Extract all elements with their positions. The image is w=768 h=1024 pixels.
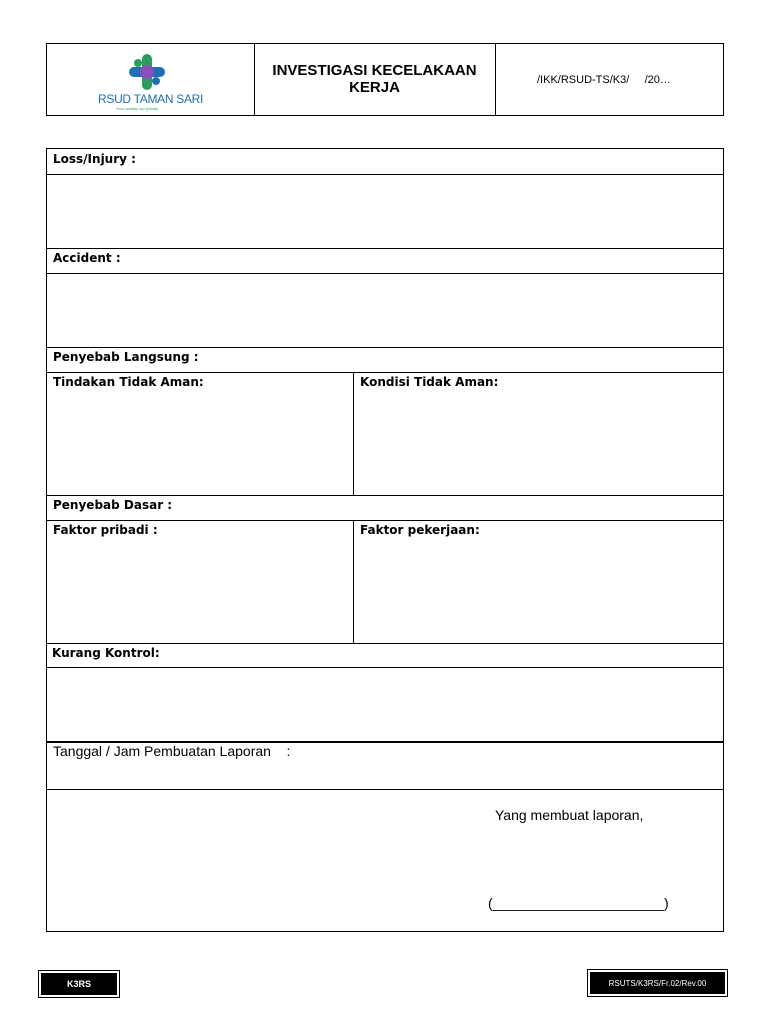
accident-field[interactable] bbox=[47, 274, 723, 347]
hospital-logo-icon bbox=[90, 52, 210, 92]
header-divider-1 bbox=[254, 43, 255, 116]
column-line bbox=[353, 520, 354, 644]
row-line bbox=[46, 789, 724, 790]
faktor-pribadi-field[interactable] bbox=[47, 538, 352, 642]
row-line bbox=[46, 643, 724, 644]
faktor-pekerjaan-label: Faktor pekerjaan: bbox=[360, 523, 480, 537]
signature-line[interactable]: (______________________) bbox=[488, 895, 669, 911]
kondisi-tidak-aman-label: Kondisi Tidak Aman: bbox=[360, 375, 499, 389]
row-line bbox=[46, 347, 724, 348]
footer-left-code: K3RS bbox=[41, 973, 117, 995]
accident-label: Accident : bbox=[53, 251, 121, 265]
penyebab-langsung-label: Penyebab Langsung : bbox=[53, 350, 199, 364]
row-line bbox=[46, 372, 724, 373]
kurang-kontrol-label: Kurang Kontrol: bbox=[52, 646, 160, 660]
report-date-label: Tanggal / Jam Pembuatan Laporan : bbox=[53, 743, 291, 759]
kurang-kontrol-field[interactable] bbox=[47, 668, 723, 741]
faktor-pekerjaan-field[interactable] bbox=[355, 538, 723, 642]
column-line bbox=[353, 372, 354, 496]
kondisi-tidak-aman-field[interactable] bbox=[355, 390, 723, 494]
row-line bbox=[46, 520, 724, 521]
signer-label: Yang membuat laporan, bbox=[495, 807, 644, 823]
hospital-logo bbox=[90, 52, 210, 112]
loss-injury-field[interactable] bbox=[47, 175, 723, 248]
logo-tagline: Your healthy our priority bbox=[116, 106, 159, 111]
logo-name: RSUD TAMAN SARI bbox=[98, 92, 204, 106]
tindakan-tidak-aman-field[interactable] bbox=[47, 390, 352, 494]
document-number: /IKK/RSUD-TS/K3/ /20… bbox=[537, 74, 671, 86]
penyebab-dasar-label: Penyebab Dasar : bbox=[53, 498, 173, 512]
row-line bbox=[46, 495, 724, 496]
footer-right-code: RSUTS/K3RS/Fr.02/Rev.00 bbox=[590, 972, 725, 994]
report-date-field[interactable] bbox=[300, 744, 720, 788]
row-line bbox=[46, 248, 724, 249]
header-divider-2 bbox=[495, 43, 496, 116]
tindakan-tidak-aman-label: Tindakan Tidak Aman: bbox=[53, 375, 204, 389]
form-title: INVESTIGASI KECELAKAAN KERJA bbox=[272, 62, 477, 96]
faktor-pribadi-label: Faktor pribadi : bbox=[53, 523, 158, 537]
loss-injury-label: Loss/Injury : bbox=[53, 152, 136, 166]
